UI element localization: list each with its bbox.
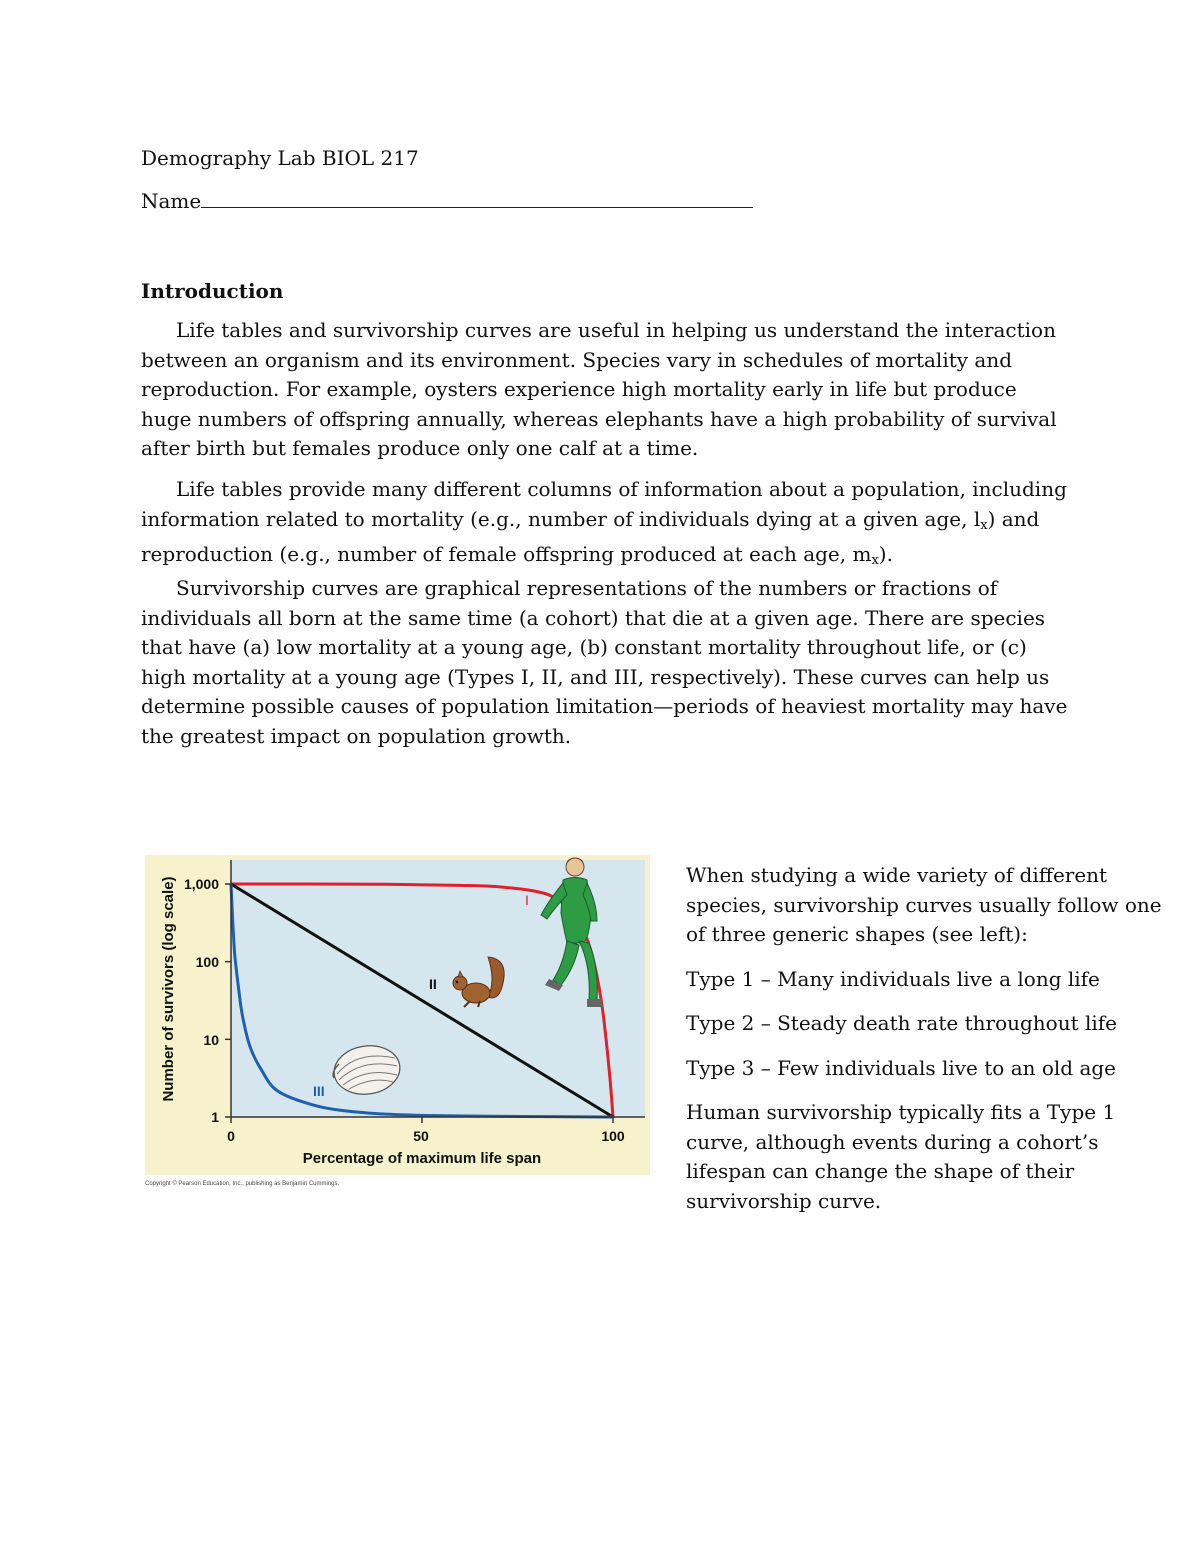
paragraph-text: Life tables and survivorship curves are useful in helping us understand the interaction between an organism and its environment. Species vary in schedules of mortality and reproduction. For example, oysters experience high mortality early in life but produce huge numbers of offspring annually, whereas elephants have a high probability of survival after birth but females produce only one calf at a time. — [141, 318, 1057, 460]
name-label: Name — [141, 189, 202, 213]
survivorship-summary — [686, 861, 1166, 1231]
x-tick-label: 100 — [601, 1128, 625, 1144]
subscript-x: x — [980, 517, 988, 533]
summary-intro: When studying a wide variety of different species, survivorship curves usually follow one of three generic shapes (see left): — [686, 863, 1162, 946]
series-label-type1: I — [525, 892, 529, 908]
y-tick-label: 100 — [195, 954, 219, 970]
subscript-x: x — [871, 553, 879, 568]
intro-paragraph-3 — [141, 574, 1071, 751]
type1-description: Type 1 – Many individuals live a long life — [686, 966, 1100, 991]
y-tick-label: 1 — [211, 1109, 219, 1125]
x-axis-title: Percentage of maximum life span — [302, 1150, 542, 1167]
survivorship-figure — [145, 855, 650, 1190]
paragraph-text — [141, 475, 1071, 576]
series-label-type3: III — [313, 1083, 325, 1099]
type3-description: Type 3 – Few individuals live to an old age — [686, 1055, 1117, 1080]
name-blank-line[interactable] — [201, 187, 753, 208]
y-tick-label: 10 — [203, 1032, 219, 1048]
x-tick-label: 50 — [413, 1128, 429, 1144]
paragraph-text-part: ). — [878, 542, 893, 566]
type2-description: Type 2 – Steady death rate throughout life — [686, 1011, 1118, 1035]
document-title: Demography Lab BIOL 217 — [141, 146, 419, 170]
paragraph-text-part: Life tables provide many different columns of information about a population, including information related to mortality (e.g., number of individuals dying at a given age, l — [141, 477, 1067, 531]
section-heading: Introduction — [141, 279, 284, 303]
name-field[interactable] — [141, 187, 753, 217]
y-tick-label: 1,000 — [183, 876, 219, 892]
paragraph-text-part: ) and reproduction (e.g., number of female offspring produced at each age, m — [141, 506, 1040, 566]
intro-paragraph-1 — [141, 316, 1071, 464]
x-tick-label: 0 — [227, 1128, 235, 1144]
survivorship-chart — [145, 855, 650, 1190]
copyright-note: Copyright © Pearson Education, Inc., publishing as Benjamin Cummings. — [145, 1181, 340, 1187]
human-survivorship-note: Human survivorship typically fits a Type 1 curve, although events during a cohort’s lifespan can change the shape of their survivorship curve. — [686, 1100, 1116, 1213]
y-axis-title: Number of survivors (log scale) — [160, 876, 177, 1102]
intro-paragraph-2 — [141, 475, 1071, 576]
paragraph-text: Survivorship curves are graphical representations of the numbers or fractions of individuals all born at the same time (a cohort) that die at a given age. There are species that have (a) low mortality at a young age, (b) constant mortality throughout life, or (c) high mortality at a young age (Types I, II, and III, respectively). These curves can help us determine possible causes of population limitation—periods of heaviest mortality may have the greatest impact on population growth. — [141, 576, 1068, 748]
series-label-type2: II — [429, 976, 437, 992]
